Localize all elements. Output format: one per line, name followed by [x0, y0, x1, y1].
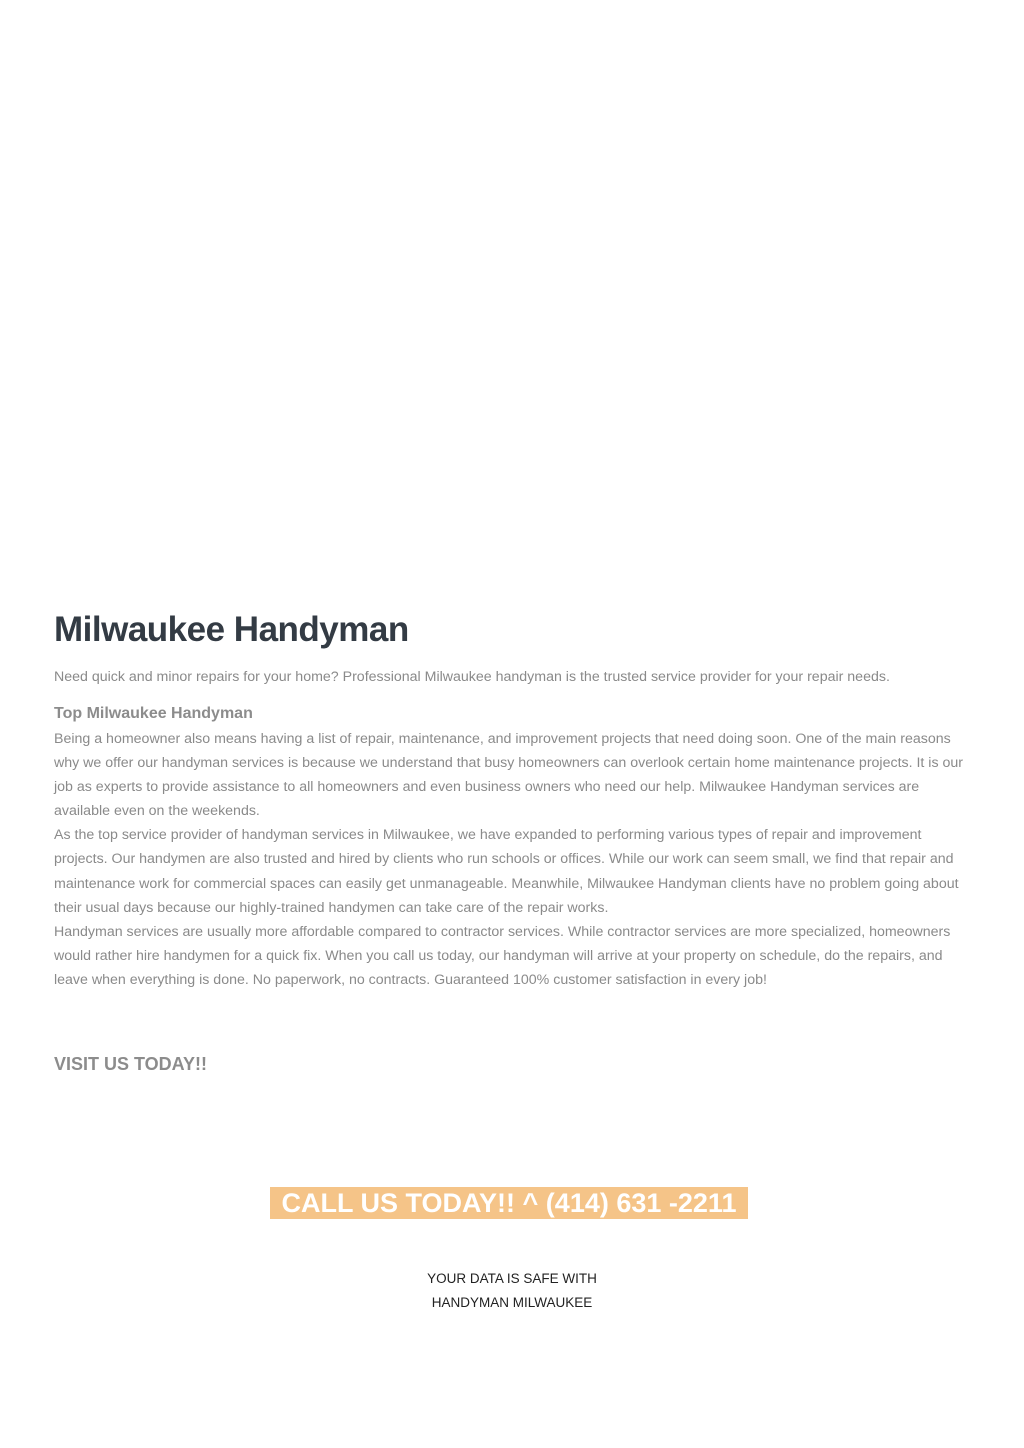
footer-line-2: HANDYMAN MILWAUKEE — [431, 1295, 593, 1310]
body-paragraph-3: Handyman services are usually more affordable compared to contractor services. While contractor services are more specialized, homeowners would rather hire handymen for a quick fix. When you call us today, our handyman will arrive at your property on schedule, do the repairs, and leave when everything is done. No paperwork, no contracts. Guaranteed 100% customer satisfaction in every job! — [54, 923, 951, 988]
call-us-button[interactable]: CALL US TODAY!! ^ (414) 631 -2211 — [270, 1187, 748, 1219]
visit-us-link[interactable]: VISIT US TODAY!! — [54, 1054, 208, 1074]
footer-note — [312, 1267, 712, 1315]
footer-line-1: YOUR DATA IS SAFE WITH — [427, 1271, 597, 1286]
body-paragraph-2: As the top service provider of handyman services in Milwaukee, we have expanded to performing various types of repair and improvement projects. Our handymen are also trusted and hired by clients who run schools or offices. While our work can seem small, we find that repair and maintenance work for commercial spaces can easily get unmanageable. Meanwhile, Milwaukee Handyman clients have no problem going about their usual days because our highly-trained handymen can take care of the repair works. — [54, 827, 959, 916]
body-text — [54, 727, 974, 992]
intro-text: Need quick and minor repairs for your home? Professional Milwaukee handyman is the trusted service provider for your repair needs. — [54, 669, 890, 685]
section-heading: Top Milwaukee Handyman — [54, 705, 253, 722]
body-paragraph-1: Being a homeowner also means having a list of repair, maintenance, and improvement projects that need doing soon. One of the main reasons why we offer our handyman services is because we understand that busy homeowners can overlook certain home maintenance projects. It is our job as experts to provide assistance to all homeowners and even business owners who need our help. Milwaukee Handyman services are available even on the weekends. — [54, 731, 964, 820]
page-title: Milwaukee Handyman — [54, 610, 409, 649]
